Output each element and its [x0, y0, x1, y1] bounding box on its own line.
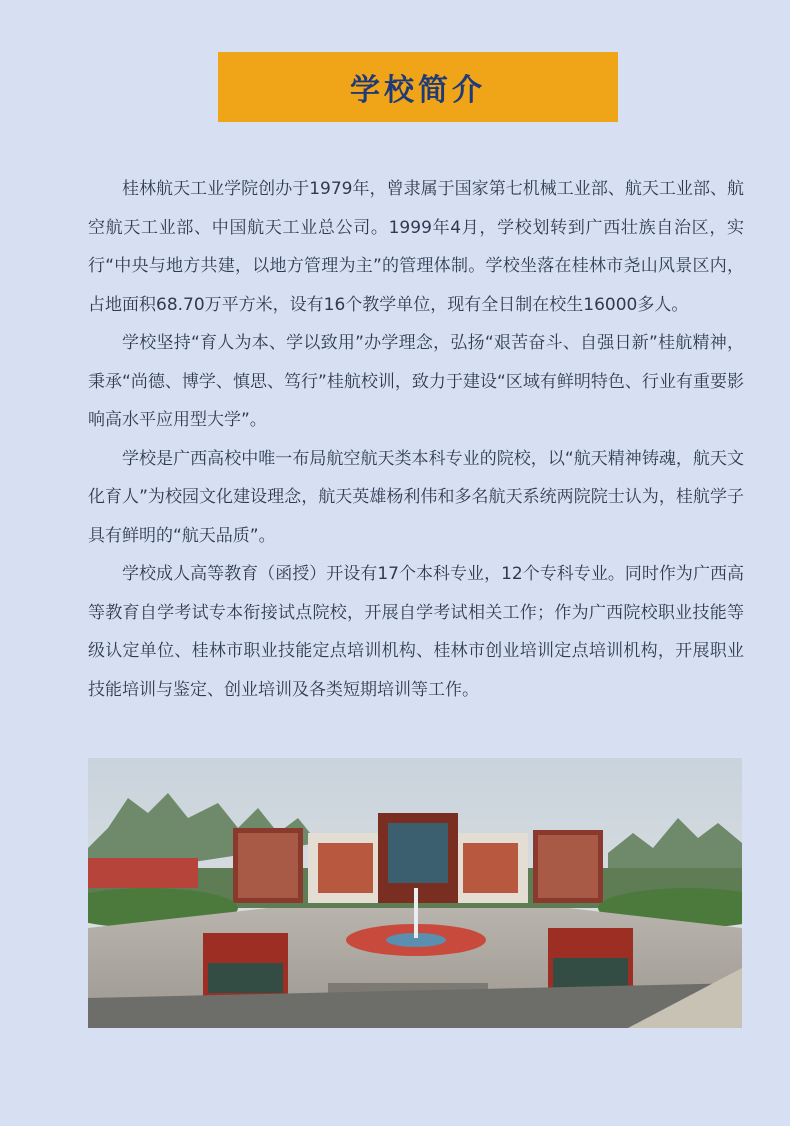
intro-paragraph: 学校坚持“育人为本、学以致用”办学理念，弘扬“艰苦奋斗、自强日新”桂航精神，秉承“尚德、博学、慎思、笃行”桂航校训，致力于建设“区域有鲜明特色、行业有重要影响高水平应用型大学”。 [88, 333, 744, 430]
campus-photo [88, 758, 742, 1028]
title-banner [218, 52, 618, 122]
intro-text [88, 170, 744, 709]
intro-paragraph: 学校成人高等教育（函授）开设有17个本科专业，12个专科专业。同时作为广西高等教育自学考试专本衔接试点院校，开展自学考试相关工作；作为广西院校职业技能等级认定单位、桂林市职业技能定点培训机构、桂林市创业培训定点培训机构，开展职业技能培训与鉴定、创业培训及各类短期培训等工作。 [88, 564, 744, 700]
campus-photo-illustration [88, 758, 742, 1028]
intro-paragraph: 学校是广西高校中唯一布局航空航天类本科专业的院校，以“航天精神铸魂，航天文化育人”为校园文化建设理念，航天英雄杨利伟和多名航天系统两院院士认为，桂航学子具有鲜明的“航天品质”。 [88, 448, 744, 546]
intro-paragraph: 桂林航天工业学院创办于1979年，曾隶属于国家第七机械工业部、航天工业部、航空航天工业部、中国航天工业总公司。1999年4月，学校划转到广西壮族自治区，实行“中央与地方共建，以地方管理为主”的管理体制。学校坐落在桂林市尧山风景区内，占地面积68.70万平方米，设有16个教学单位，现有全日制在校生16000多人。 [88, 179, 744, 315]
page-title: 学校简介 [350, 73, 486, 108]
